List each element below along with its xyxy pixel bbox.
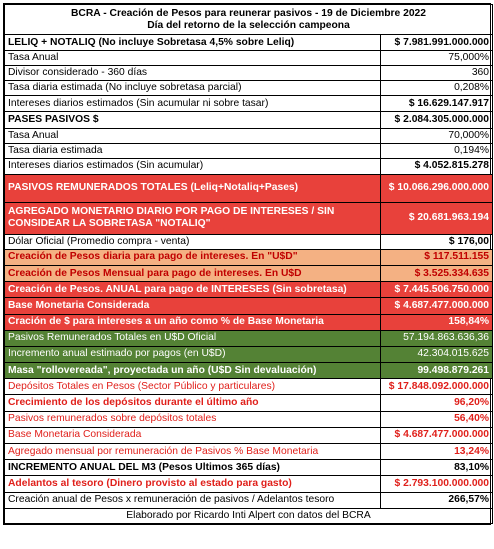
row-label: Base Monetaria Considerada xyxy=(5,427,381,443)
table-row xyxy=(5,249,493,265)
row-value: $ 117.511.155 xyxy=(381,249,493,265)
row-value: $ 2.084.305.000.000 xyxy=(381,112,493,128)
row-label: Pasivos Remunerados Totales en U$D Oficial xyxy=(5,330,381,346)
spreadsheet-table xyxy=(3,3,491,525)
row-value: 13,24% xyxy=(381,444,493,460)
row-label: AGREGADO MONETARIO DIARIO POR PAGO DE INTERESES / SIN CONSIDEAR LA SOBRETASA "NOTALIQ" xyxy=(5,202,381,234)
row-label: Dólar Oficial (Promedio compra - venta) xyxy=(5,234,381,249)
row-value: $ 2.793.100.000.000 xyxy=(381,476,493,492)
table-row xyxy=(5,51,493,66)
row-value: 70,000% xyxy=(381,128,493,143)
row-value: $ 7.981.991.000.000 xyxy=(381,35,493,51)
row-label: Intereses diarios estimados (Sin acumular ni sobre tasar) xyxy=(5,96,381,112)
table-row xyxy=(5,35,493,51)
row-label: Depósitos Totales en Pesos (Sector Público y particulares) xyxy=(5,379,381,395)
title-line-2: Día del retorno de la selección campeona xyxy=(147,19,350,31)
footer-credit: Elaborado por Ricardo Inti Alpert con datos del BCRA xyxy=(5,508,493,523)
table-row xyxy=(5,346,493,362)
row-value: $ 20.681.963.194 xyxy=(381,202,493,234)
row-label: Agregado mensual por remuneración de Pasivos % Base Monetaria xyxy=(5,444,381,460)
row-label: Base Monetaria Considerada xyxy=(5,298,381,314)
row-label: Creación de Pesos Mensual para pago de intereses. En U$D xyxy=(5,265,381,281)
table-row xyxy=(5,81,493,96)
table-row xyxy=(5,395,493,411)
row-label: Intereses diarios estimados (Sin acumular) xyxy=(5,158,381,174)
footer-row xyxy=(5,508,493,523)
table-row xyxy=(5,96,493,112)
row-value: $ 4.052.815.278 xyxy=(381,158,493,174)
row-value: 96,20% xyxy=(381,395,493,411)
row-value: $ 16.629.147.917 xyxy=(381,96,493,112)
table-row xyxy=(5,379,493,395)
row-value: 266,57% xyxy=(381,492,493,508)
table-row xyxy=(5,128,493,143)
row-value: 57.194.863.636,36 xyxy=(381,330,493,346)
table-row xyxy=(5,202,493,234)
table-row xyxy=(5,282,493,298)
table-row xyxy=(5,265,493,281)
row-value: 56,40% xyxy=(381,411,493,427)
row-label: Incremento anual estimado por pagos (en U$D) xyxy=(5,346,381,362)
row-label: Creación de Pesos diaria para pago de intereses. En "U$D" xyxy=(5,249,381,265)
table-row xyxy=(5,158,493,174)
title-cell xyxy=(5,5,493,35)
row-value: 99.498.879.261 xyxy=(381,363,493,379)
row-value: $ 3.525.334.635 xyxy=(381,265,493,281)
table-row xyxy=(5,112,493,128)
row-value: 0,208% xyxy=(381,81,493,96)
row-value: $ 4.687.477.000.000 xyxy=(381,298,493,314)
table-row xyxy=(5,492,493,508)
table-row xyxy=(5,330,493,346)
row-value: 360 xyxy=(381,66,493,81)
table-row xyxy=(5,314,493,330)
title-line-1: BCRA - Creación de Pesos para reunerar pasivos - 19 de Diciembre 2022 xyxy=(71,7,427,19)
row-label: Divisor considerado - 360 días xyxy=(5,66,381,81)
table-row xyxy=(5,66,493,81)
row-value: $ 10.066.296.000.000 xyxy=(381,174,493,202)
row-label: Creación de Pesos. ANUAL para pago de INTERESES (Sin sobretasa) xyxy=(5,282,381,298)
row-label: LELIQ + NOTALIQ (No incluye Sobretasa 4,5% sobre Leliq) xyxy=(5,35,381,51)
row-value: 158,84% xyxy=(381,314,493,330)
row-label: Adelantos al tesoro (Dinero provisto al estado para gasto) xyxy=(5,476,381,492)
row-label: Tasa Anual xyxy=(5,128,381,143)
row-value: $ 176,00 xyxy=(381,234,493,249)
row-label: INCREMENTO ANUAL DEL M3 (Pesos Ultimos 365 días) xyxy=(5,460,381,476)
row-label: PASIVOS REMUNERADOS TOTALES (Leliq+Notaliq+Pases) xyxy=(5,174,381,202)
row-label: PASES PASIVOS $ xyxy=(5,112,381,128)
table-row xyxy=(5,143,493,158)
table-row xyxy=(5,460,493,476)
table-row xyxy=(5,174,493,202)
row-value: 42.304.015.625 xyxy=(381,346,493,362)
row-label: Tasa diaria estimada (No incluye sobretasa parcial) xyxy=(5,81,381,96)
row-label: Tasa Anual xyxy=(5,51,381,66)
title-row xyxy=(5,5,493,35)
table-row xyxy=(5,411,493,427)
table-row xyxy=(5,476,493,492)
row-value: $ 4.687.477.000.000 xyxy=(381,427,493,443)
row-label: Creación anual de Pesos x remuneración de pasivos / Adelantos tesoro xyxy=(5,492,381,508)
row-value: $ 17.848.092.000.000 xyxy=(381,379,493,395)
table-row xyxy=(5,234,493,249)
row-label: Pasivos remunerados sobre depósitos totales xyxy=(5,411,381,427)
row-value: 75,000% xyxy=(381,51,493,66)
table-row xyxy=(5,427,493,443)
table-row xyxy=(5,444,493,460)
row-label: Tasa diaria estimada xyxy=(5,143,381,158)
row-value: 0,194% xyxy=(381,143,493,158)
row-label: Masa "rollovereada", proyectada un año (U$D Sin devaluación) xyxy=(5,363,381,379)
table-row xyxy=(5,298,493,314)
row-label: Crecimiento de los depósitos durante el último año xyxy=(5,395,381,411)
row-value: 83,10% xyxy=(381,460,493,476)
row-value: $ 7.445.506.750.000 xyxy=(381,282,493,298)
row-label: Cración de $ para intereses a un año como % de Base Monetaria xyxy=(5,314,381,330)
table-row xyxy=(5,363,493,379)
